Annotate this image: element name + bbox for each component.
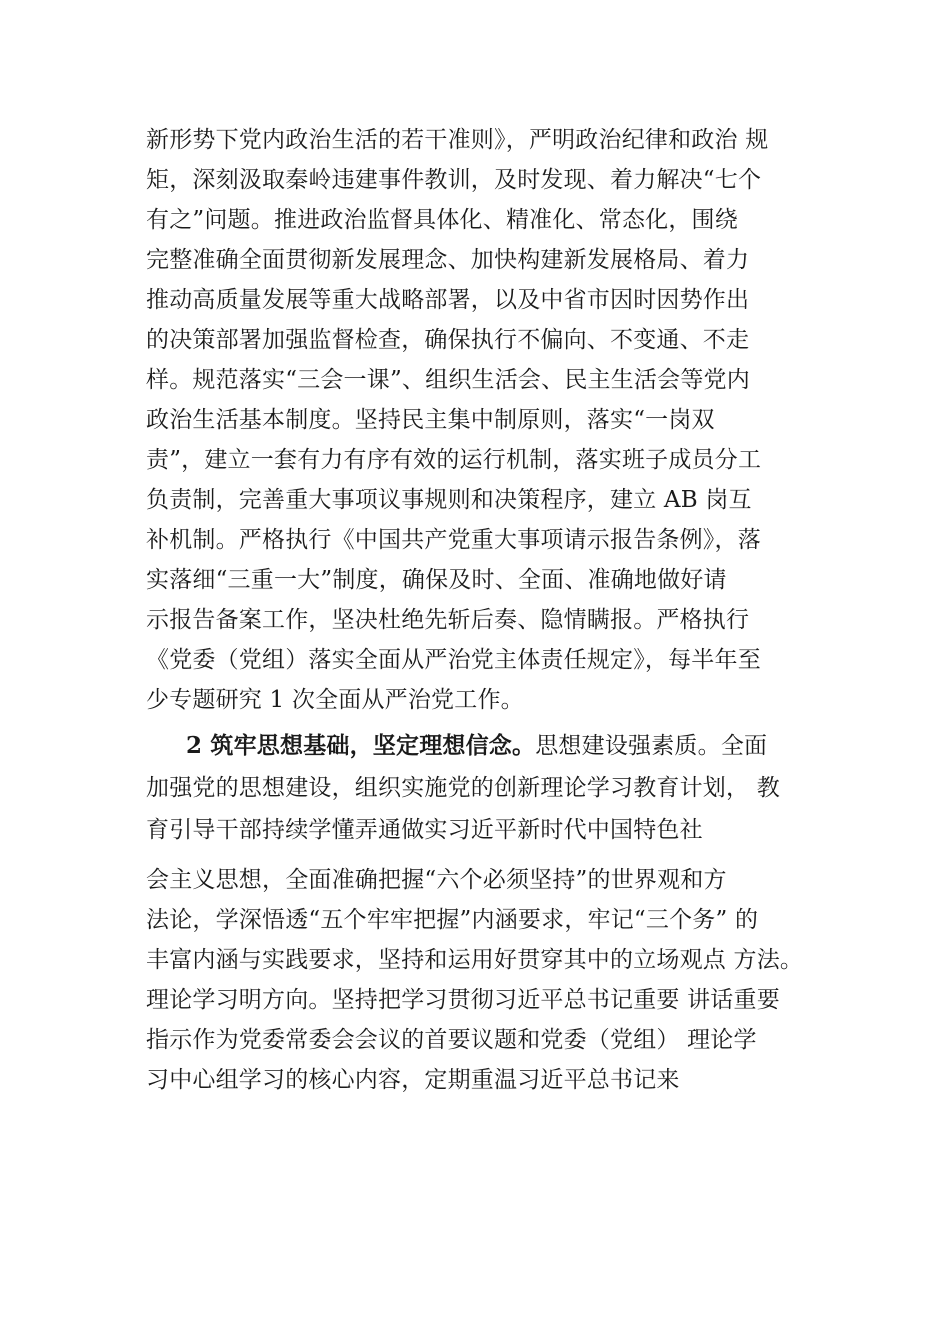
paragraph-line: 补机制。严格执行《中国共产党重大事项请示报告条例》，落 <box>146 527 761 553</box>
paragraph-line: 矩，深刻汲取秦岭违建事件教训，及时发现、着力解决“七个 <box>146 167 762 193</box>
paragraph-line: 有之”问题。推进政治监督具体化、精准化、常态化，围绕 <box>146 207 738 233</box>
paragraph-line: 丰富内涵与实践要求，坚持和运用好贯穿其中的立场观点 方法。 <box>146 947 804 973</box>
paragraph-line: 实落细“三重一大”制度，确保及时、全面、准确地做好请 <box>146 567 727 593</box>
section-2-intro: 思想建设强素质。全面 <box>535 733 768 759</box>
paragraph-line: 完整准确全面贯彻新发展理念、加快构建新发展格局、着力 <box>146 247 750 273</box>
paragraph-line: 加强党的思想建设，组织实施党的创新理论学习教育计划， 教 <box>146 775 780 801</box>
paragraph-line: 少专题研究 1 次全面从严治党工作。 <box>146 687 524 713</box>
paragraph-line: 责”，建立一套有力有序有效的运行机制，落实班子成员分工 <box>146 447 762 473</box>
paragraph-line: 示报告备案工作，坚决杜绝先斩后奏、隐情瞒报。严格执行 <box>146 607 750 633</box>
paragraph-line: 《党委（党组）落实全面从严治党主体责任规定》，每半年至 <box>146 647 761 673</box>
paragraph-line: 推动高质量发展等重大战略部署，以及中省市因时因势作出 <box>146 287 750 313</box>
paragraph-line: 会主义思想，全面准确把握“六个必须坚持”的世界观和方 <box>146 867 727 893</box>
paragraph-line: 样。规范落实“三会一课”、组织生活会、民主生活会等党内 <box>146 367 750 393</box>
paragraph-line: 的决策部署加强监督检查，确保执行不偏向、不变通、不走 <box>146 327 750 353</box>
section-2-first-line <box>186 729 767 763</box>
paragraph-line: 负责制，完善重大事项议事规则和决策程序，建立 AB 岗互 <box>146 487 752 513</box>
section-2-heading: 2 筑牢思想基础，坚定理想信念。 <box>186 732 536 759</box>
paragraph-line: 理论学习明方向。坚持把学习贯彻习近平总书记重要 讲话重要 <box>146 987 780 1013</box>
paragraph-line: 政治生活基本制度。坚持民主集中制原则，落实“一岗双 <box>146 407 715 433</box>
paragraph-line: 育引导干部持续学懂弄通做实习近平新时代中国特色社 <box>146 817 703 843</box>
paragraph-line: 新形势下党内政治生活的若干准则》，严明政治纪律和政治 规 <box>146 127 769 153</box>
paragraph-line: 指示作为党委常委会会议的首要议题和党委（党组） 理论学 <box>146 1027 757 1053</box>
paragraph-line: 法论，学深悟透“五个牢牢把握”内涵要求，牢记“三个务” 的 <box>146 907 759 933</box>
paragraph-line: 习中心组学习的核心内容，定期重温习近平总书记来 <box>146 1067 680 1093</box>
